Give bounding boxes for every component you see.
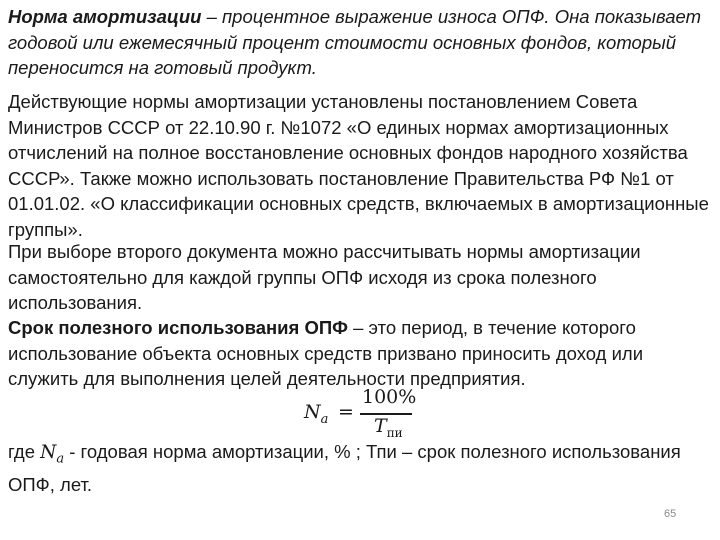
useful-life-term: Срок полезного использования ОПФ: [8, 317, 348, 338]
formula-lhs: $N_a$: [304, 401, 329, 427]
amortization-rate-text: – процентное выражение износа ОПФ. Она показывает годовой или ежемесячный процент стоимости основных фондов, который переносится на готовый продукт.: [8, 6, 702, 78]
explanation-symbol: $N_a$: [40, 442, 65, 467]
explanation-prefix: где: [8, 441, 41, 462]
useful-life-text: – это период, в течение которого использование объекта основных средств призвано приносить доход или служить для выполнения целей деятельности предприятия.: [8, 317, 644, 389]
page-number: 65: [664, 508, 677, 520]
regulations-paragraph: Действующие нормы амортизации установлены постановлением Совета Министров СССР от 22.10.90 г. №1072 «О единых нормах амортизационных отчислений на полное восстановление основных фондов народного хозяйства СССР». Также можно использовать постановление Правительства РФ №1 от 01.01.02. «О классификации основных средств, включаемых в амортизационные группы».: [8, 91, 709, 240]
useful-life-definition: [8, 315, 714, 392]
formula-denominator: $T_{пи}$: [374, 415, 403, 440]
amortization-rate-term: Норма амортизации: [8, 6, 202, 27]
formula-equals: =: [338, 401, 354, 423]
explanation-text: - годовая норма амортизации, % ; Тпи – срок полезного использования ОПФ, лет.: [8, 441, 681, 496]
second-document-paragraph: При выборе второго документа можно рассчитывать нормы амортизации самостоятельно для каждой группы ОПФ исходя из срока полезного использования.: [8, 241, 641, 313]
formula-numerator: 100%: [362, 386, 417, 408]
formula-explanation: [8, 439, 714, 498]
amortization-rate-definition: [8, 4, 714, 81]
amortization-formula: [304, 386, 434, 440]
